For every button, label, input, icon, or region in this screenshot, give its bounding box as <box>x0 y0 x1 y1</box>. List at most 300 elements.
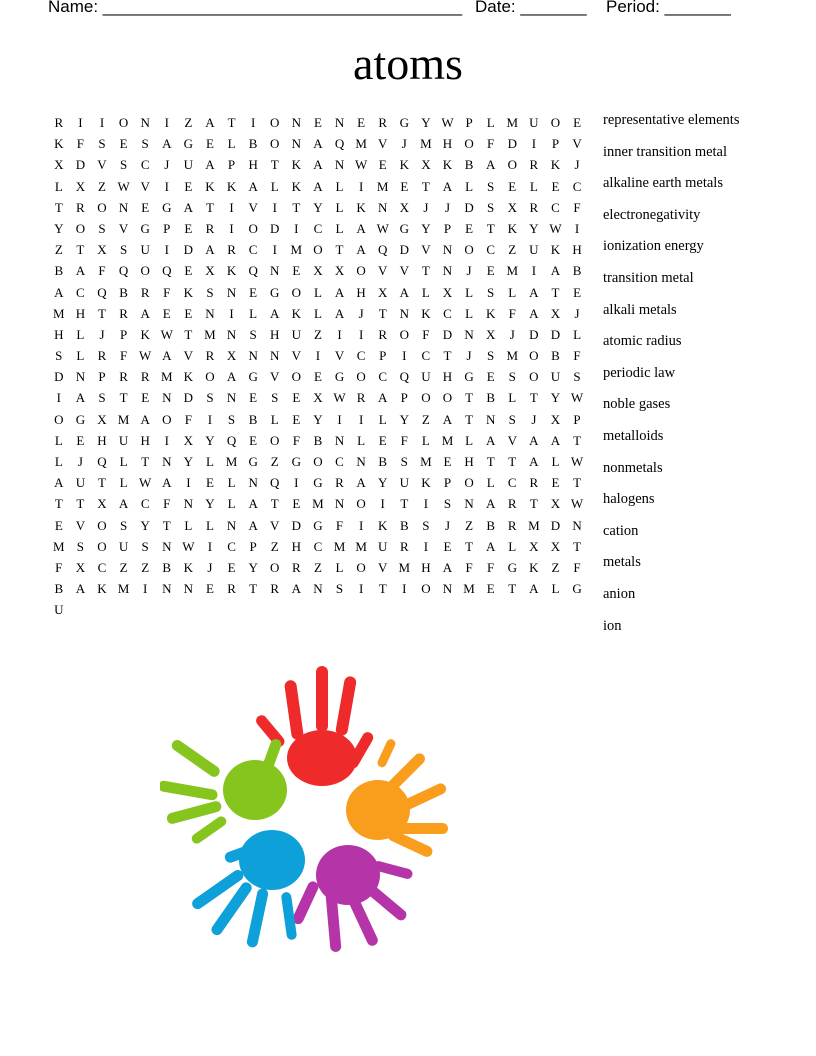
grid-cell[interactable]: N <box>270 263 280 279</box>
grid-cell[interactable]: S <box>119 242 128 258</box>
grid-cell[interactable]: K <box>183 284 194 300</box>
grid-cell[interactable]: X <box>421 157 431 173</box>
grid-cell[interactable]: J <box>401 136 407 152</box>
grid-cell[interactable]: K <box>378 517 388 533</box>
grid-cell[interactable]: A <box>205 242 215 258</box>
grid-cell[interactable]: I <box>402 348 407 364</box>
grid-cell[interactable]: T <box>270 157 279 173</box>
grid-cell[interactable]: C <box>421 348 431 364</box>
grid-cell[interactable]: I <box>423 538 429 554</box>
grid-cell[interactable]: M <box>117 581 130 597</box>
grid-cell[interactable]: X <box>97 411 107 427</box>
grid-cell[interactable]: A <box>248 496 258 512</box>
grid-cell[interactable]: S <box>573 369 581 385</box>
grid-cell[interactable]: C <box>335 454 344 469</box>
grid-cell[interactable]: F <box>184 411 192 427</box>
grid-cell[interactable]: L <box>54 178 63 194</box>
grid-cell[interactable]: J <box>574 157 580 173</box>
grid-cell[interactable]: H <box>356 284 366 300</box>
grid-cell[interactable]: B <box>248 136 258 152</box>
grid-cell[interactable]: G <box>183 136 194 152</box>
grid-cell[interactable]: J <box>466 263 472 279</box>
grid-cell[interactable]: N <box>226 284 237 300</box>
grid-cell[interactable]: Q <box>118 263 129 279</box>
grid-cell[interactable]: C <box>248 242 258 258</box>
grid-cell[interactable]: E <box>205 136 214 152</box>
grid-cell[interactable]: A <box>162 136 172 152</box>
grid-cell[interactable]: O <box>313 242 323 258</box>
grid-cell[interactable]: G <box>399 115 409 130</box>
grid-cell[interactable]: L <box>508 390 517 406</box>
grid-cell[interactable]: O <box>54 411 64 427</box>
grid-cell[interactable]: U <box>54 602 64 618</box>
grid-cell[interactable]: A <box>356 220 366 236</box>
grid-cell[interactable]: A <box>118 496 129 512</box>
grid-cell[interactable]: A <box>334 284 345 300</box>
grid-cell[interactable]: T <box>443 348 452 364</box>
grid-cell[interactable]: P <box>119 326 128 342</box>
grid-cell[interactable]: T <box>508 454 517 469</box>
grid-cell[interactable]: L <box>76 326 85 342</box>
grid-cell[interactable]: E <box>141 199 150 215</box>
grid-cell[interactable]: O <box>442 390 453 406</box>
grid-cell[interactable]: Z <box>421 411 430 427</box>
grid-cell[interactable]: X <box>75 178 86 194</box>
grid-cell[interactable]: W <box>441 115 454 130</box>
grid-cell[interactable]: W <box>139 348 152 364</box>
grid-cell[interactable]: L <box>551 581 560 597</box>
grid-cell[interactable]: N <box>378 199 388 215</box>
grid-cell[interactable]: M <box>53 538 65 554</box>
grid-cell[interactable]: H <box>270 326 280 342</box>
grid-cell[interactable]: P <box>551 136 560 152</box>
grid-cell[interactable]: H <box>572 242 582 258</box>
grid-cell[interactable]: K <box>291 178 302 194</box>
grid-cell[interactable]: E <box>162 305 171 321</box>
grid-cell[interactable]: A <box>529 305 539 321</box>
grid-cell[interactable]: F <box>119 348 128 364</box>
grid-cell[interactable]: I <box>358 581 364 597</box>
grid-cell[interactable]: R <box>227 581 236 597</box>
grid-cell[interactable]: I <box>164 242 169 258</box>
grid-cell[interactable]: N <box>572 517 582 533</box>
grid-cell[interactable]: F <box>573 559 581 575</box>
grid-cell[interactable]: Z <box>313 326 322 342</box>
grid-cell[interactable]: W <box>354 157 368 173</box>
grid-cell[interactable]: A <box>529 454 539 469</box>
grid-cell[interactable]: K <box>54 136 64 152</box>
grid-cell[interactable]: Q <box>248 263 258 279</box>
grid-cell[interactable]: A <box>485 432 496 448</box>
grid-cell[interactable]: R <box>227 242 236 258</box>
grid-cell[interactable]: G <box>162 199 172 215</box>
grid-cell[interactable]: M <box>333 538 346 554</box>
grid-cell[interactable]: A <box>205 115 215 130</box>
grid-cell[interactable]: F <box>335 517 344 533</box>
grid-cell[interactable]: F <box>465 559 473 575</box>
grid-cell[interactable]: Z <box>98 178 106 194</box>
grid-cell[interactable]: K <box>399 157 409 173</box>
grid-cell[interactable]: S <box>271 390 279 406</box>
grid-cell[interactable]: I <box>229 305 234 321</box>
grid-cell[interactable]: N <box>334 157 345 173</box>
grid-cell[interactable]: P <box>379 348 387 364</box>
grid-cell[interactable]: M <box>355 136 367 152</box>
grid-cell[interactable]: A <box>140 411 150 427</box>
grid-cell[interactable]: I <box>315 348 321 364</box>
grid-cell[interactable]: N <box>334 432 345 448</box>
grid-cell[interactable]: A <box>313 157 323 173</box>
grid-cell[interactable]: N <box>291 115 302 130</box>
grid-cell[interactable]: E <box>119 136 128 152</box>
grid-cell[interactable]: N <box>162 454 172 469</box>
grid-cell[interactable]: V <box>378 559 388 575</box>
grid-cell[interactable]: Z <box>551 559 560 575</box>
grid-cell[interactable]: M <box>420 136 432 152</box>
grid-cell[interactable]: T <box>335 242 344 258</box>
grid-cell[interactable]: I <box>164 178 169 194</box>
grid-cell[interactable]: S <box>400 454 408 469</box>
grid-cell[interactable]: T <box>98 305 106 321</box>
date-field[interactable]: Date: _______ <box>475 0 587 16</box>
grid-cell[interactable]: M <box>463 581 475 597</box>
grid-cell[interactable]: N <box>291 136 302 152</box>
grid-cell[interactable]: U <box>399 475 409 491</box>
grid-cell[interactable]: G <box>313 517 323 533</box>
grid-cell[interactable]: I <box>423 496 429 512</box>
grid-cell[interactable]: V <box>399 263 409 279</box>
grid-cell[interactable]: F <box>163 284 171 300</box>
grid-cell[interactable]: I <box>358 411 364 427</box>
grid-cell[interactable]: J <box>77 454 83 469</box>
grid-cell[interactable]: M <box>506 115 519 130</box>
grid-cell[interactable]: R <box>507 517 517 533</box>
grid-cell[interactable]: B <box>486 517 495 533</box>
grid-cell[interactable]: I <box>294 475 299 491</box>
grid-cell[interactable]: S <box>141 136 149 152</box>
grid-cell[interactable]: L <box>465 432 474 448</box>
grid-cell[interactable]: E <box>54 517 63 533</box>
grid-cell[interactable]: S <box>98 390 106 406</box>
grid-cell[interactable]: F <box>487 559 495 575</box>
grid-cell[interactable]: E <box>184 305 193 321</box>
grid-cell[interactable]: T <box>573 432 582 448</box>
grid-cell[interactable]: I <box>207 411 213 427</box>
grid-cell[interactable]: O <box>356 559 366 575</box>
grid-cell[interactable]: P <box>465 115 473 130</box>
grid-cell[interactable]: J <box>531 411 537 427</box>
grid-cell[interactable]: I <box>229 199 234 215</box>
grid-cell[interactable]: Y <box>550 390 561 406</box>
grid-cell[interactable]: K <box>550 157 561 173</box>
grid-cell[interactable]: L <box>227 136 236 152</box>
grid-cell[interactable]: J <box>466 348 472 364</box>
grid-cell[interactable]: X <box>550 496 561 512</box>
grid-cell[interactable]: H <box>442 369 453 385</box>
grid-cell[interactable]: G <box>140 220 150 236</box>
grid-cell[interactable]: V <box>118 220 129 236</box>
grid-cell[interactable]: O <box>356 496 366 512</box>
grid-cell[interactable]: R <box>205 220 215 236</box>
grid-cell[interactable]: K <box>97 581 107 597</box>
grid-cell[interactable]: G <box>248 369 258 385</box>
grid-cell[interactable]: C <box>313 220 323 236</box>
grid-cell[interactable]: N <box>270 348 280 364</box>
grid-cell[interactable]: R <box>399 538 409 554</box>
grid-cell[interactable]: L <box>378 411 387 427</box>
grid-cell[interactable]: P <box>249 538 257 554</box>
grid-cell[interactable]: O <box>291 369 302 385</box>
grid-cell[interactable]: W <box>117 178 130 194</box>
grid-cell[interactable]: M <box>355 538 367 554</box>
grid-cell[interactable]: M <box>312 496 324 512</box>
grid-cell[interactable]: E <box>76 432 85 448</box>
grid-cell[interactable]: G <box>291 454 302 469</box>
grid-cell[interactable]: S <box>76 538 84 554</box>
grid-cell[interactable]: M <box>441 432 454 448</box>
grid-cell[interactable]: A <box>54 284 64 300</box>
grid-cell[interactable]: O <box>421 581 431 597</box>
grid-cell[interactable]: G <box>75 411 86 427</box>
grid-cell[interactable]: O <box>248 220 258 236</box>
grid-cell[interactable]: G <box>313 475 323 491</box>
grid-cell[interactable]: U <box>421 369 431 385</box>
grid-cell[interactable]: L <box>573 326 582 342</box>
grid-cell[interactable]: K <box>183 369 194 385</box>
grid-cell[interactable]: R <box>529 157 539 173</box>
grid-cell[interactable]: X <box>313 390 323 406</box>
grid-cell[interactable]: F <box>487 136 495 152</box>
grid-cell[interactable]: L <box>465 305 474 321</box>
grid-cell[interactable]: I <box>574 220 580 236</box>
grid-cell[interactable]: T <box>378 581 387 597</box>
grid-cell[interactable]: C <box>140 157 150 173</box>
grid-cell[interactable]: N <box>334 496 345 512</box>
grid-cell[interactable]: W <box>570 496 584 512</box>
grid-cell[interactable]: T <box>573 475 582 491</box>
grid-cell[interactable]: X <box>550 305 561 321</box>
grid-cell[interactable]: K <box>550 242 561 258</box>
grid-cell[interactable]: J <box>509 326 515 342</box>
grid-cell[interactable]: E <box>551 475 560 491</box>
grid-cell[interactable]: L <box>54 432 63 448</box>
grid-cell[interactable]: K <box>421 305 431 321</box>
grid-cell[interactable]: A <box>248 517 258 533</box>
grid-cell[interactable]: V <box>140 178 150 194</box>
grid-cell[interactable]: H <box>291 538 302 554</box>
grid-cell[interactable]: D <box>529 326 539 342</box>
grid-cell[interactable]: A <box>356 475 366 491</box>
grid-cell[interactable]: Z <box>141 559 150 575</box>
grid-cell[interactable]: Y <box>140 517 150 533</box>
grid-cell[interactable]: M <box>506 348 519 364</box>
grid-cell[interactable]: E <box>443 454 452 469</box>
grid-cell[interactable]: D <box>183 242 194 258</box>
grid-cell[interactable]: N <box>183 581 194 597</box>
grid-cell[interactable]: G <box>334 369 345 385</box>
grid-cell[interactable]: S <box>487 348 495 364</box>
grid-cell[interactable]: V <box>291 348 302 364</box>
grid-cell[interactable]: A <box>75 581 86 597</box>
grid-cell[interactable]: O <box>270 136 280 152</box>
grid-cell[interactable]: K <box>442 157 453 173</box>
grid-cell[interactable]: A <box>442 559 453 575</box>
grid-cell[interactable]: R <box>54 115 64 130</box>
grid-cell[interactable]: Y <box>183 454 194 469</box>
grid-cell[interactable]: M <box>376 178 389 194</box>
grid-cell[interactable]: U <box>529 242 539 258</box>
grid-cell[interactable]: O <box>399 326 409 342</box>
grid-cell[interactable]: A <box>442 411 453 427</box>
grid-cell[interactable]: T <box>551 284 560 300</box>
grid-cell[interactable]: S <box>508 369 516 385</box>
grid-cell[interactable]: V <box>75 517 86 533</box>
grid-cell[interactable]: A <box>270 305 280 321</box>
grid-cell[interactable]: O <box>97 538 107 554</box>
grid-cell[interactable]: G <box>464 369 474 385</box>
grid-cell[interactable]: R <box>529 199 539 215</box>
grid-cell[interactable]: F <box>508 305 516 321</box>
grid-cell[interactable]: E <box>292 390 301 406</box>
grid-cell[interactable]: I <box>186 475 191 491</box>
grid-cell[interactable]: E <box>508 178 517 194</box>
grid-cell[interactable]: X <box>226 348 237 364</box>
grid-cell[interactable]: V <box>378 263 388 279</box>
grid-cell[interactable]: L <box>76 348 85 364</box>
grid-cell[interactable]: G <box>399 220 409 236</box>
grid-cell[interactable]: I <box>358 517 364 533</box>
grid-cell[interactable]: R <box>356 390 366 406</box>
grid-cell[interactable]: E <box>184 178 193 194</box>
grid-cell[interactable]: O <box>97 517 107 533</box>
grid-cell[interactable]: D <box>291 517 302 533</box>
grid-cell[interactable]: Q <box>162 263 172 279</box>
grid-cell[interactable]: Q <box>226 432 237 448</box>
grid-cell[interactable]: T <box>270 496 279 512</box>
grid-cell[interactable]: W <box>570 454 584 469</box>
grid-cell[interactable]: A <box>183 199 194 215</box>
grid-cell[interactable]: S <box>119 517 128 533</box>
grid-cell[interactable]: A <box>54 475 64 491</box>
grid-cell[interactable]: H <box>248 157 258 173</box>
grid-cell[interactable]: L <box>335 559 344 575</box>
grid-cell[interactable]: S <box>55 348 63 364</box>
grid-cell[interactable]: R <box>529 475 539 491</box>
grid-cell[interactable]: O <box>356 369 366 385</box>
grid-cell[interactable]: G <box>248 454 258 469</box>
grid-cell[interactable]: N <box>226 390 237 406</box>
grid-cell[interactable]: L <box>486 475 495 491</box>
grid-cell[interactable]: F <box>422 326 430 342</box>
grid-cell[interactable]: E <box>465 220 474 236</box>
grid-cell[interactable]: L <box>421 284 430 300</box>
grid-cell[interactable]: E <box>205 581 214 597</box>
grid-cell[interactable]: B <box>464 157 474 173</box>
grid-cell[interactable]: O <box>464 242 474 258</box>
grid-cell[interactable]: L <box>313 284 322 300</box>
grid-cell[interactable]: F <box>400 432 408 448</box>
grid-cell[interactable]: A <box>550 432 561 448</box>
grid-cell[interactable]: L <box>335 199 344 215</box>
grid-cell[interactable]: C <box>140 496 150 512</box>
grid-cell[interactable]: U <box>75 475 86 491</box>
grid-cell[interactable]: X <box>529 538 539 554</box>
grid-cell[interactable]: Z <box>184 115 193 130</box>
grid-cell[interactable]: M <box>160 369 173 385</box>
grid-cell[interactable]: E <box>141 390 150 406</box>
grid-cell[interactable]: Y <box>313 411 323 427</box>
grid-cell[interactable]: O <box>529 369 539 385</box>
grid-cell[interactable]: I <box>380 496 385 512</box>
grid-cell[interactable]: N <box>118 199 129 215</box>
grid-cell[interactable]: Z <box>119 559 128 575</box>
grid-cell[interactable]: S <box>335 581 344 597</box>
grid-cell[interactable]: E <box>573 284 582 300</box>
grid-cell[interactable]: W <box>182 538 195 554</box>
grid-cell[interactable]: K <box>183 559 194 575</box>
grid-cell[interactable]: E <box>292 496 301 512</box>
grid-cell[interactable]: I <box>164 115 169 130</box>
grid-cell[interactable]: C <box>572 178 582 194</box>
grid-cell[interactable]: O <box>162 411 172 427</box>
grid-cell[interactable]: D <box>270 220 280 236</box>
grid-cell[interactable]: J <box>358 305 364 321</box>
grid-cell[interactable]: S <box>487 178 495 194</box>
grid-cell[interactable]: A <box>485 157 496 173</box>
grid-cell[interactable]: G <box>572 581 582 597</box>
grid-cell[interactable]: A <box>313 136 323 152</box>
grid-cell[interactable]: I <box>294 220 299 236</box>
name-field[interactable]: Name: ______________________________________ <box>48 0 463 16</box>
grid-cell[interactable]: L <box>508 284 517 300</box>
grid-cell[interactable]: S <box>119 157 128 173</box>
grid-cell[interactable]: T <box>465 390 474 406</box>
grid-cell[interactable]: U <box>529 115 539 130</box>
grid-cell[interactable]: X <box>550 411 561 427</box>
grid-cell[interactable]: T <box>529 390 538 406</box>
grid-cell[interactable]: D <box>464 199 474 215</box>
grid-cell[interactable]: E <box>551 178 560 194</box>
grid-cell[interactable]: N <box>313 581 323 597</box>
grid-cell[interactable]: A <box>162 348 172 364</box>
grid-cell[interactable]: J <box>574 305 580 321</box>
grid-cell[interactable]: J <box>207 559 213 575</box>
grid-cell[interactable]: V <box>97 157 107 173</box>
grid-cell[interactable]: B <box>551 348 560 364</box>
grid-cell[interactable]: A <box>291 581 302 597</box>
grid-cell[interactable]: T <box>54 496 63 512</box>
grid-cell[interactable]: O <box>464 136 474 152</box>
grid-cell[interactable]: B <box>54 263 64 279</box>
grid-cell[interactable]: B <box>486 390 495 406</box>
grid-cell[interactable]: Y <box>313 199 323 215</box>
grid-cell[interactable]: Z <box>508 242 517 258</box>
grid-cell[interactable]: X <box>183 432 194 448</box>
grid-cell[interactable]: H <box>75 305 86 321</box>
grid-cell[interactable]: T <box>529 496 538 512</box>
grid-cell[interactable]: K <box>226 178 237 194</box>
grid-cell[interactable]: N <box>226 517 237 533</box>
grid-cell[interactable]: N <box>442 581 453 597</box>
grid-cell[interactable]: V <box>183 348 194 364</box>
grid-cell[interactable]: E <box>357 115 366 130</box>
grid-cell[interactable]: R <box>140 369 150 385</box>
grid-cell[interactable]: X <box>442 284 453 300</box>
grid-cell[interactable]: F <box>55 559 63 575</box>
grid-cell[interactable]: L <box>227 475 236 491</box>
grid-cell[interactable]: F <box>76 136 84 152</box>
grid-cell[interactable]: A <box>485 538 496 554</box>
